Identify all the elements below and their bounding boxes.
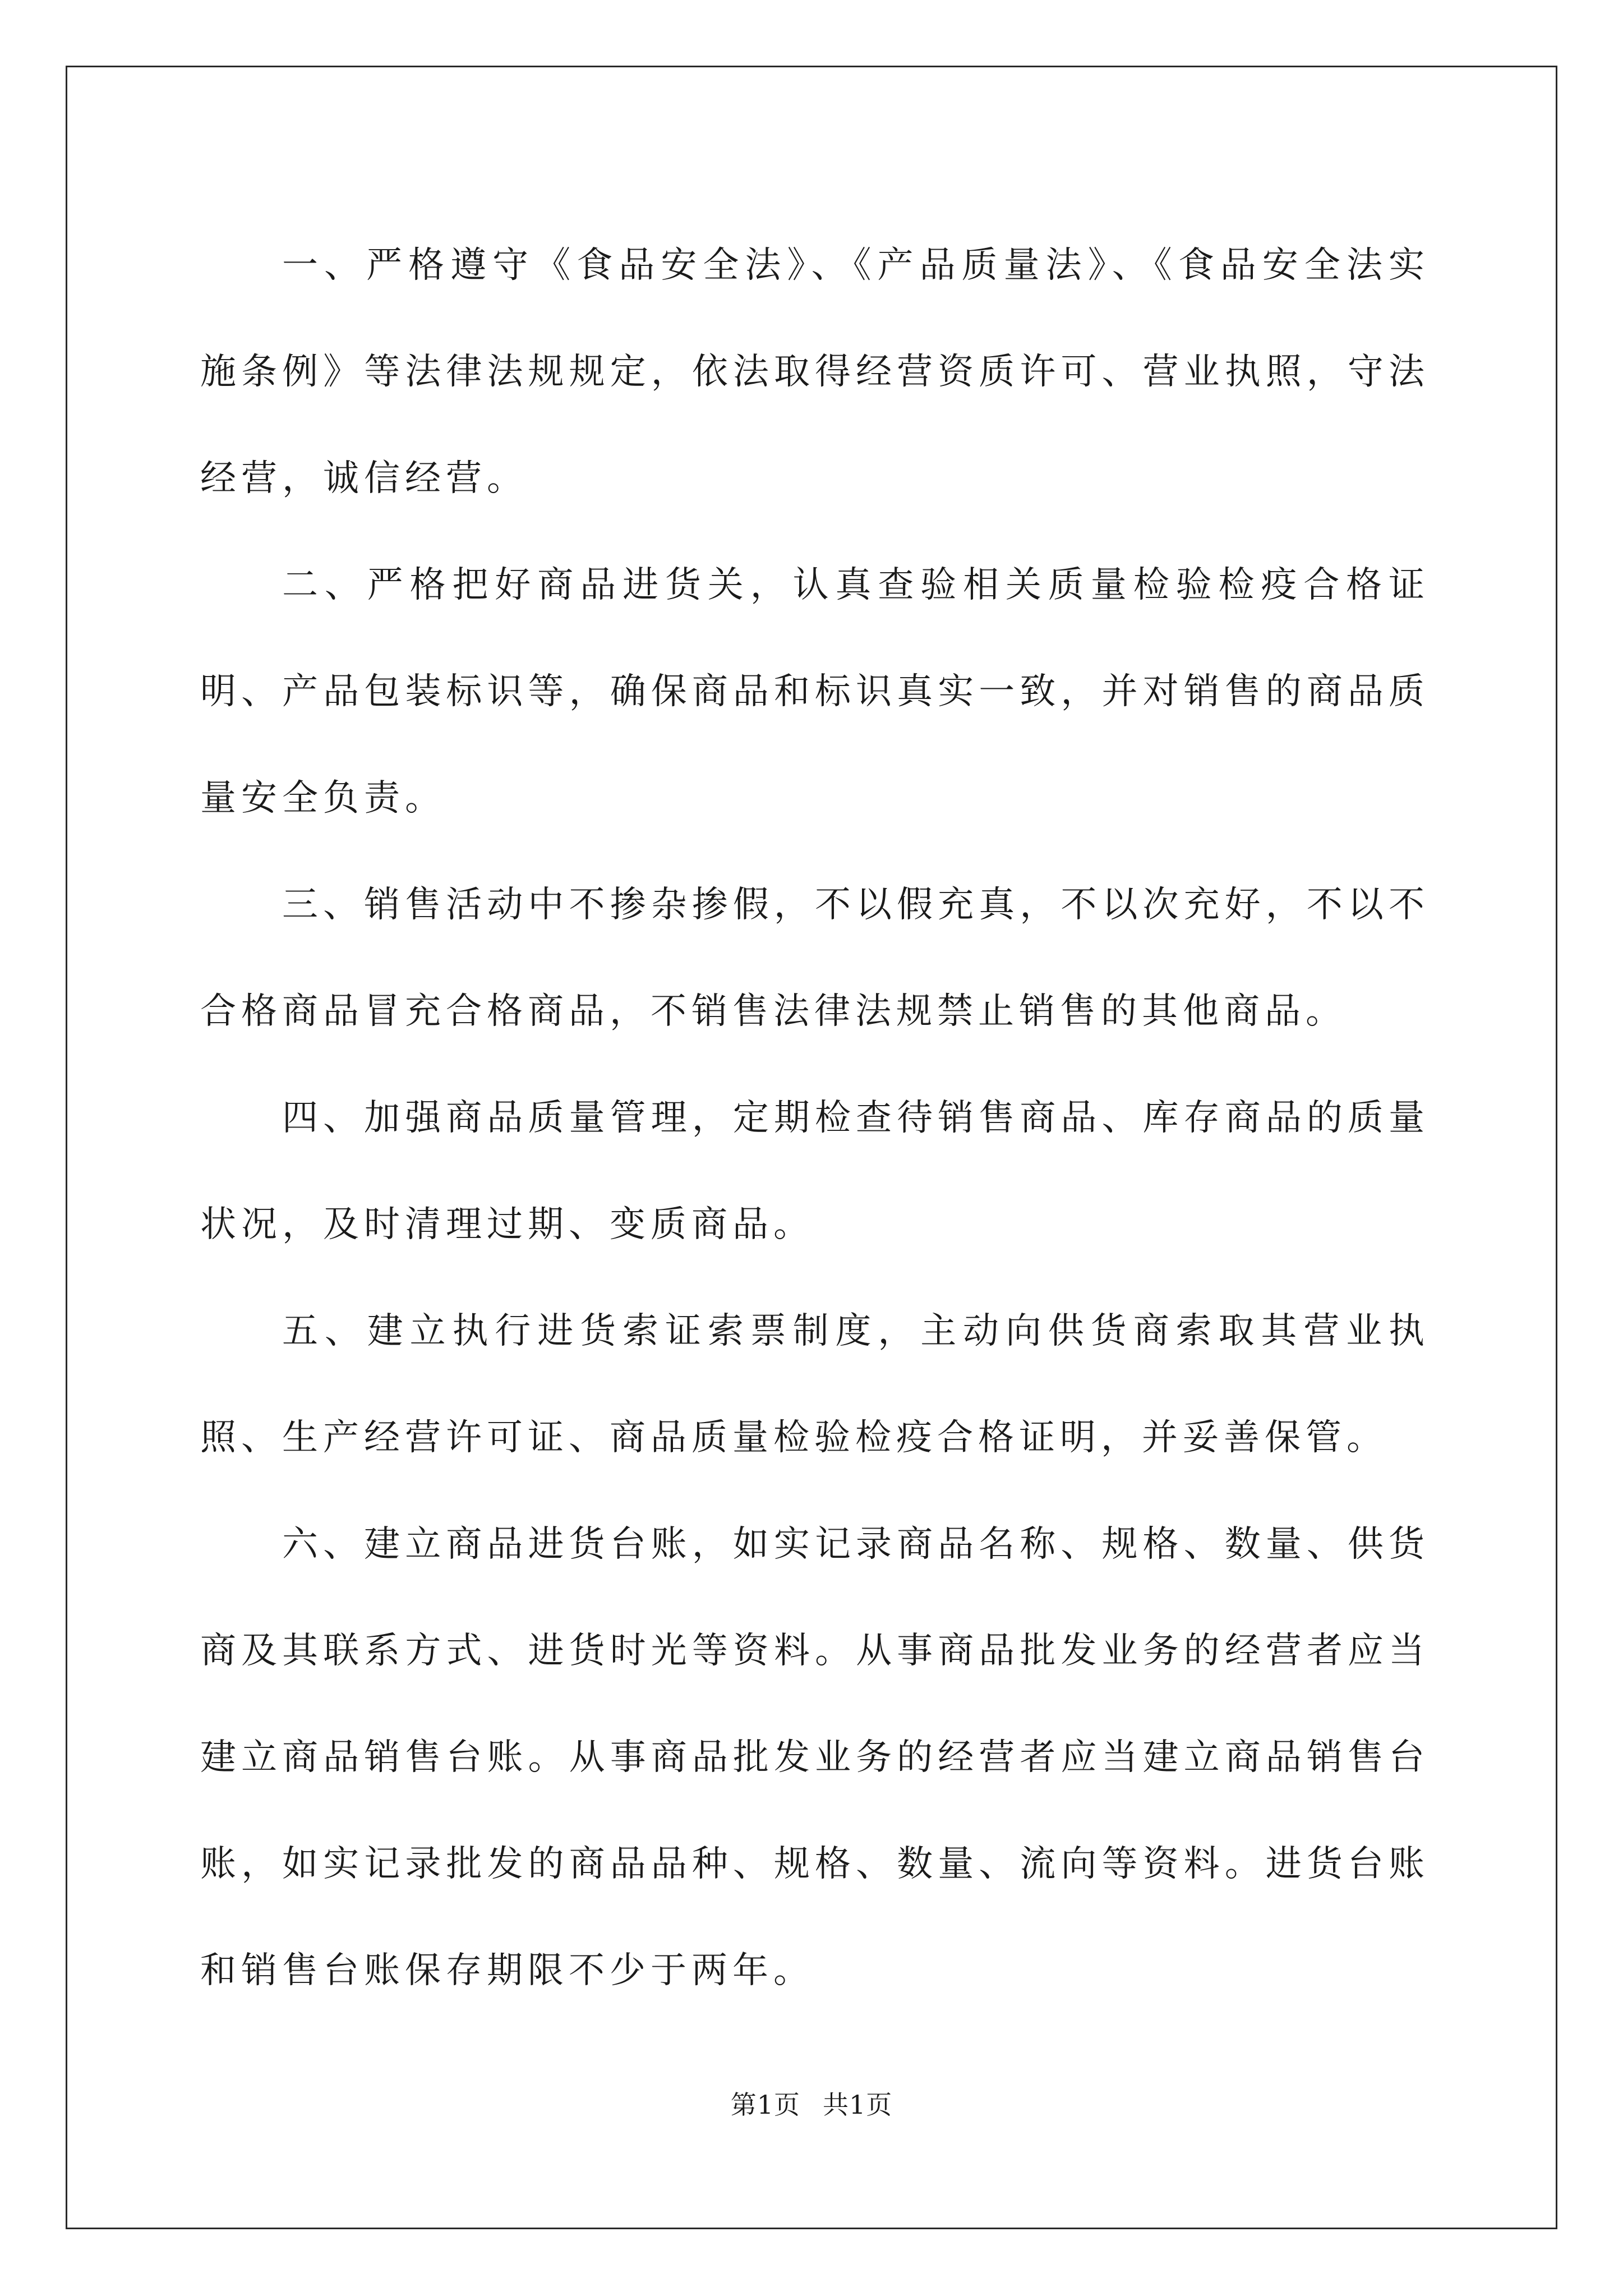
paragraph-4: 四、加强商品质量管理，定期检查待销售商品、库存商品的质量状况，及时清理过期、变质商品。 bbox=[200, 1097, 1430, 1245]
paragraph-3: 三、销售活动中不掺杂掺假，不以假充真，不以次充好，不以不合格商品冒充合格商品，不销售法律法规禁止销售的其他商品。 bbox=[200, 884, 1430, 1032]
document-body bbox=[200, 212, 1430, 2024]
page-total: 共1页 bbox=[823, 2090, 893, 2120]
page-number: 第1页 bbox=[730, 2090, 800, 2120]
paragraph-5: 五、建立执行进货索证索票制度，主动向供货商索取其营业执照、生产经营许可证、商品质量检验检疫合格证明，并妥善保管。 bbox=[200, 1310, 1430, 1458]
paragraph-2: 二、严格把好商品进货关，认真查验相关质量检验检疫合格证明、产品包装标识等，确保商品和标识真实一致，并对销售的商品质量安全负责。 bbox=[200, 564, 1430, 819]
paragraph-1: 一、严格遵守《食品安全法》、《产品质量法》、《食品安全法实施条例》等法律法规规定，依法取得经营资质许可、营业执照，守法经营，诚信经营。 bbox=[200, 245, 1430, 499]
paragraph-6: 六、建立商品进货台账，如实记录商品名称、规格、数量、供货商及其联系方式、进货时光等资料。从事商品批发业务的经营者应当建立商品销售台账。从事商品批发业务的经营者应当建立商品销售台账，如实记录批发的商品品种、规格、数量、流向等资料。进货台账和销售台账保存期限不少于两年。 bbox=[200, 1524, 1430, 1991]
page-footer bbox=[0, 2088, 1623, 2122]
